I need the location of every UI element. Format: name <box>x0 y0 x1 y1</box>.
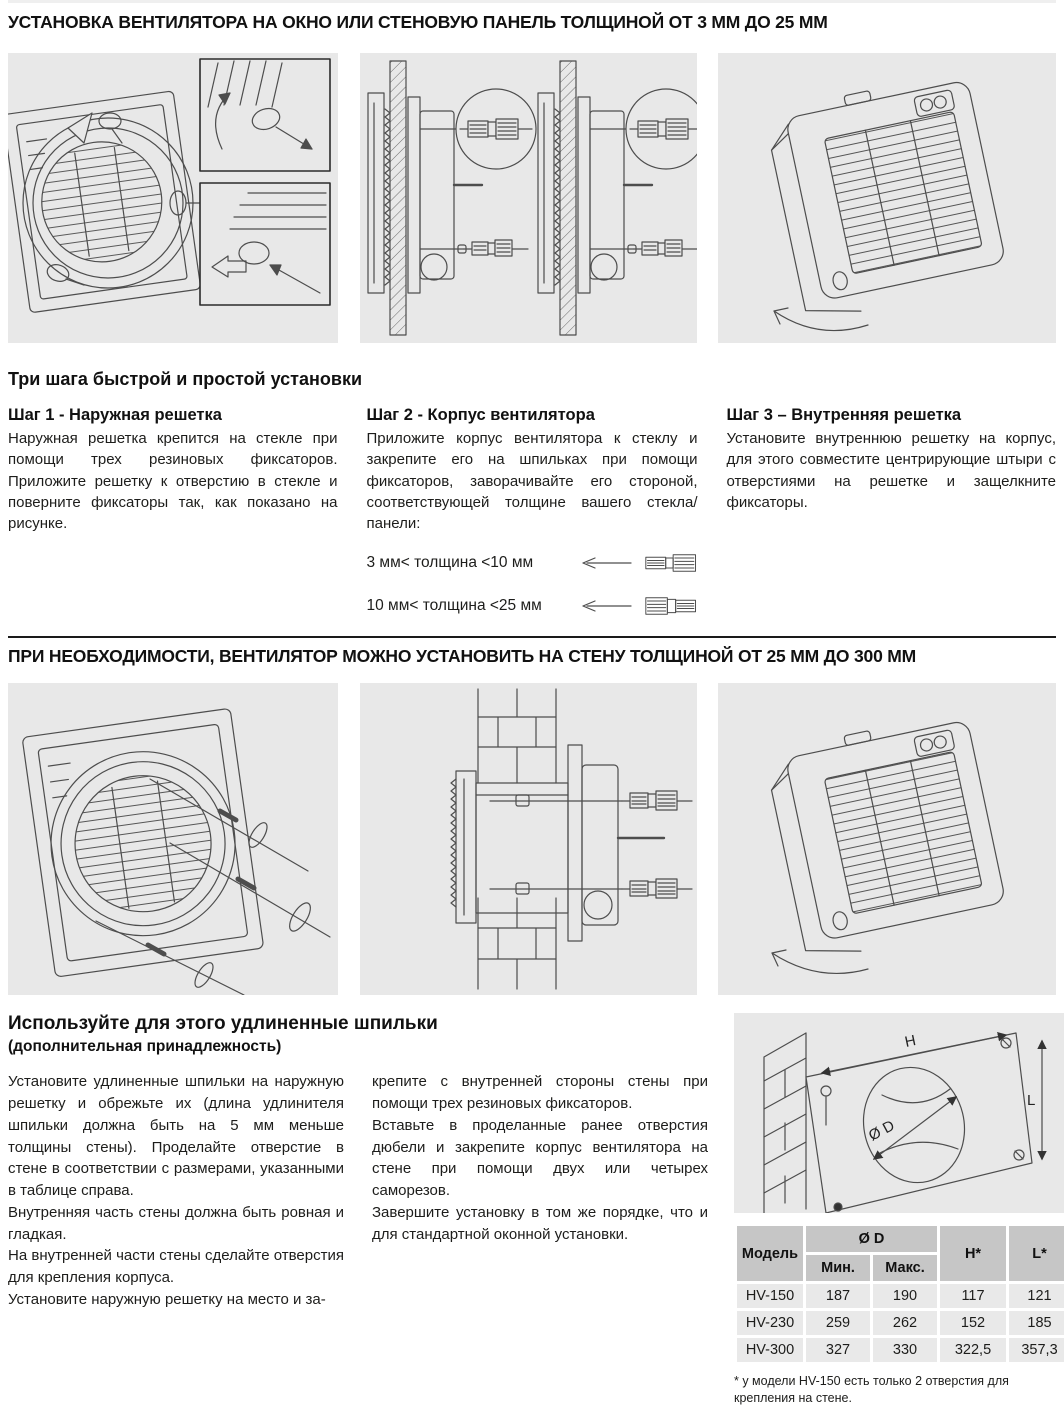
extended-studs-text <box>8 1013 708 1407</box>
table-footnote: * у модели HV-150 есть только 2 отверстия для крепления на стене. <box>734 1374 1009 1406</box>
body-on-glass-side-illustration <box>360 53 697 343</box>
thickness2-label: 10 мм< толщина <25 мм <box>366 597 542 615</box>
step3-title: Шаг 3 – Внутренняя решетка <box>726 406 962 424</box>
grille-long-studs-illustration <box>8 683 338 995</box>
pins-subheading: (дополнительная принадлежность) <box>8 1038 282 1056</box>
step1-body: Наружная решетка крепится на стекле при помощи трех резиновых фиксаторов. Приложите решетку к отверстию в стекле и поверните фиксаторы так, как показано на рисунке. <box>8 430 338 533</box>
grille-studs-drawing <box>8 683 338 995</box>
outer-grille-drawing <box>8 53 338 343</box>
dimension-label-l: L <box>1027 1092 1036 1110</box>
l-cell: 121 <box>1009 1284 1064 1308</box>
h-cell: 152 <box>940 1311 1006 1335</box>
dimension-label-d: Ø D <box>865 1117 898 1146</box>
pins-heading: Используйте для этого удлиненные шпильки <box>8 1013 438 1035</box>
thickness-option-1 <box>367 549 698 577</box>
fixator-short-side-icon <box>645 550 698 576</box>
dmax-cell: 190 <box>873 1284 937 1308</box>
dmin-cell: 187 <box>806 1284 870 1308</box>
l-cell: 357,3 <box>1009 1338 1064 1362</box>
step-2 <box>367 406 698 620</box>
table-header-l: L* <box>1009 1226 1064 1281</box>
pins-col-1 <box>8 1071 344 1310</box>
dmax-cell: 330 <box>873 1338 937 1362</box>
page-top-edge <box>8 0 1056 3</box>
pins-col2-p1: крепите с внутренней стороны стены при помощи трех резиновых фиксаторов. <box>372 1073 708 1113</box>
pins-col1-p3: На внутренней части стены сделайте отверстия для крепления корпуса. <box>8 1247 344 1287</box>
dimensions-block <box>734 1013 1064 1407</box>
model-cell: HV-300 <box>737 1338 803 1362</box>
fan-perspective-drawing-2 <box>718 683 1056 995</box>
left-arrow-icon <box>579 598 633 614</box>
thickness1-label: 3 мм< толщина <10 мм <box>366 554 534 572</box>
steps-heading: Три шага быстрой и простой установки <box>8 369 363 389</box>
fan-perspective-drawing <box>718 53 1056 343</box>
wall-fan-perspective-illustration <box>718 683 1056 995</box>
illustration-row-wall <box>8 683 1056 995</box>
l-cell: 185 <box>1009 1311 1064 1335</box>
h-cell: 322,5 <box>940 1338 1006 1362</box>
section-divider <box>8 636 1056 638</box>
pins-col1-p4: Установите наружную решетку на место и за- <box>8 1290 326 1308</box>
inner-grille-attach-illustration <box>718 53 1056 343</box>
steps-row <box>8 406 1056 620</box>
step-1 <box>8 406 338 620</box>
illustration-row-window <box>8 53 1056 343</box>
table-header-model: Модель <box>737 1226 803 1281</box>
dmax-cell: 262 <box>873 1311 937 1335</box>
thickness-option-2 <box>367 592 698 620</box>
left-arrow-icon <box>579 555 633 571</box>
side-mount-drawing <box>360 53 697 343</box>
fixator-long-side-icon <box>645 593 698 619</box>
dimensions-drawing <box>734 1013 1064 1213</box>
step2-title: Шаг 2 - Корпус вентилятора <box>366 406 595 424</box>
table-header-min: Мин. <box>806 1255 870 1281</box>
model-cell: HV-230 <box>737 1311 803 1335</box>
h-cell: 117 <box>940 1284 1006 1308</box>
step1-title: Шаг 1 - Наружная решетка <box>8 406 222 424</box>
table-header-max: Макс. <box>873 1255 937 1281</box>
table-row <box>737 1311 1064 1335</box>
table-row <box>737 1338 1064 1362</box>
table-header-h: H* <box>940 1226 1006 1281</box>
dmin-cell: 327 <box>806 1338 870 1362</box>
outer-grille-fixators-illustration <box>8 53 338 343</box>
extended-studs-section <box>8 1013 1056 1407</box>
dimension-label-h: H <box>903 1032 918 1052</box>
pins-col2-p3: Завершите установку в том же порядке, что и для стандартной оконной установки. <box>372 1203 708 1243</box>
pins-col1-p1: Установите удлиненные шпильки на наружную решетку и обрежьте их (длина удлинителя шпильки должна быть на 5 мм меньше толщины стены). Проделайте отверстие в стене в соответствии с размерами, указанными в таблице справа. <box>8 1073 344 1200</box>
dimensions-table <box>734 1223 1064 1365</box>
wall-section-drawing <box>360 683 697 995</box>
wall-mount-side-illustration <box>360 683 697 995</box>
step3-body: Установите внутреннюю решетку на корпус, для этого совместите центрирующие штыри с отверстиями на решетке и защелкните фиксаторы. <box>726 430 1056 511</box>
section2-title: ПРИ НЕОБХОДИМОСТИ, ВЕНТИЛЯТОР МОЖНО УСТАНОВИТЬ НА СТЕНУ ТОЛЩИНОЙ ОТ 25 ММ ДО 300 ММ <box>8 646 917 667</box>
pins-col2-p2: Вставьте в проделанные ранее отверстия дюбели и закрепите корпус вентилятора на стене при помощи двух или четырех саморезов. <box>372 1116 708 1200</box>
wall-hole-dimensions-illustration <box>734 1013 1064 1213</box>
model-cell: HV-150 <box>737 1284 803 1308</box>
pins-text-columns <box>8 1071 708 1310</box>
step2-body: Приложите корпус вентилятора к стеклу и закрепите его на шпильках при помощи фиксаторов, заворачивайте его стороной, соответствующей толщине вашего стекла/панели: <box>366 430 698 533</box>
pins-col-2 <box>372 1071 708 1310</box>
table-row <box>737 1284 1064 1308</box>
table-header-d: Ø D <box>806 1226 937 1252</box>
section1-title: УСТАНОВКА ВЕНТИЛЯТОРА НА ОКНО ИЛИ СТЕНОВУЮ ПАНЕЛЬ ТОЛЩИНОЙ ОТ 3 ММ ДО 25 ММ <box>8 12 828 32</box>
dmin-cell: 259 <box>806 1311 870 1335</box>
step-3 <box>727 406 1057 620</box>
pins-col1-p2: Внутренняя часть стены должна быть ровная и гладкая. <box>8 1203 344 1243</box>
